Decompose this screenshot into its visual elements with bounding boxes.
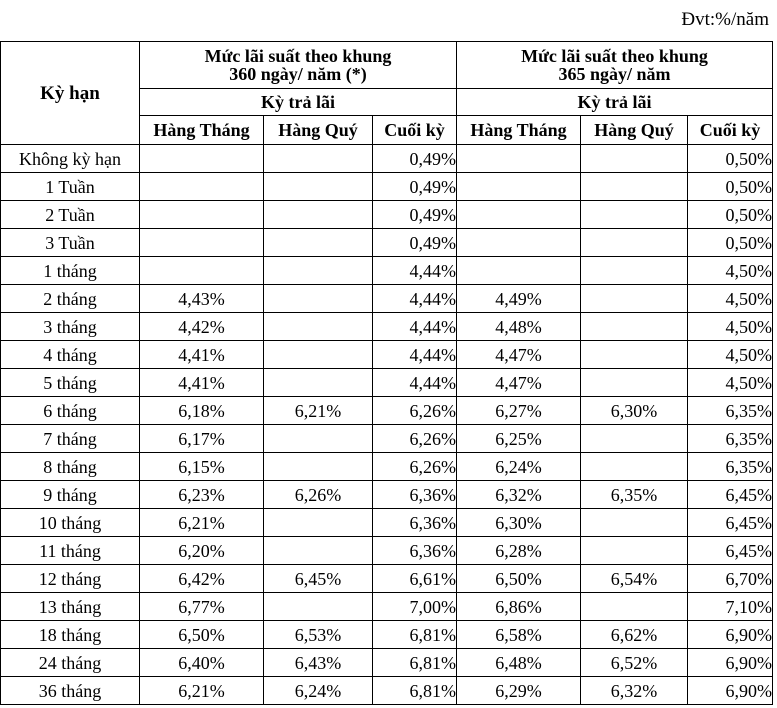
term-cell: 3 Tuần <box>1 229 140 257</box>
rate-cell-quarterly-365: 6,54% <box>581 565 688 593</box>
rate-cell-monthly-365: 6,28% <box>457 537 581 565</box>
rate-cell-quarterly-365 <box>581 173 688 201</box>
unit-label: Đvt:%/năm <box>681 9 769 30</box>
rate-cell-quarterly-365 <box>581 593 688 621</box>
term-cell: 7 tháng <box>1 425 140 453</box>
term-cell: Không kỳ hạn <box>1 145 140 173</box>
table-row <box>1 593 773 621</box>
table-row <box>1 145 773 173</box>
sub-header-360-quarterly: Hàng Quý <box>264 116 373 145</box>
rate-cell-monthly-365: 4,47% <box>457 369 581 397</box>
rate-cell-end-of-term-365: 7,10% <box>688 593 773 621</box>
rate-cell-quarterly-365 <box>581 285 688 313</box>
rate-cell-end-of-term-365: 0,50% <box>688 201 773 229</box>
table-row <box>1 369 773 397</box>
rate-cell-quarterly-365 <box>581 369 688 397</box>
rate-cell-monthly-360: 6,21% <box>140 509 264 537</box>
rate-cell-end-of-term-360: 4,44% <box>373 313 457 341</box>
rate-cell-end-of-term-360: 6,26% <box>373 453 457 481</box>
term-cell: 24 tháng <box>1 649 140 677</box>
rate-cell-quarterly-360: 6,24% <box>264 677 373 705</box>
rate-cell-quarterly-360 <box>264 425 373 453</box>
group-365-title-line1: Mức lãi suất theo khung <box>521 46 708 66</box>
rate-cell-quarterly-360: 6,21% <box>264 397 373 425</box>
rate-cell-quarterly-360 <box>264 145 373 173</box>
rate-cell-quarterly-360: 6,53% <box>264 621 373 649</box>
rate-cell-end-of-term-360: 0,49% <box>373 145 457 173</box>
rate-cell-monthly-365: 6,25% <box>457 425 581 453</box>
group-360-payment-header: Kỳ trả lãi <box>140 89 457 116</box>
rate-cell-monthly-360: 4,41% <box>140 341 264 369</box>
table-row <box>1 397 773 425</box>
rate-cell-quarterly-360: 6,26% <box>264 481 373 509</box>
rate-cell-end-of-term-360: 6,81% <box>373 677 457 705</box>
table-row <box>1 201 773 229</box>
rate-cell-quarterly-360 <box>264 537 373 565</box>
rate-cell-quarterly-360 <box>264 341 373 369</box>
rate-cell-end-of-term-365: 6,70% <box>688 565 773 593</box>
group-360-title-line1: Mức lãi suất theo khung <box>204 46 392 66</box>
rate-cell-quarterly-360 <box>264 285 373 313</box>
term-column-header: Kỳ hạn <box>1 42 140 145</box>
rate-cell-quarterly-360 <box>264 453 373 481</box>
table-row <box>1 649 773 677</box>
rate-cell-monthly-360: 6,42% <box>140 565 264 593</box>
table-row <box>1 425 773 453</box>
group-360-title-line2: 360 ngày/ năm (*) <box>229 64 367 84</box>
rate-cell-quarterly-360 <box>264 173 373 201</box>
rate-cell-quarterly-365: 6,52% <box>581 649 688 677</box>
group-360-header <box>140 42 457 89</box>
rate-cell-end-of-term-360: 6,81% <box>373 649 457 677</box>
rate-cell-monthly-365: 6,58% <box>457 621 581 649</box>
rate-cell-monthly-365: 6,29% <box>457 677 581 705</box>
table-row <box>1 537 773 565</box>
rate-cell-monthly-360: 6,15% <box>140 453 264 481</box>
rate-cell-monthly-365: 4,47% <box>457 341 581 369</box>
rate-cell-end-of-term-360: 4,44% <box>373 285 457 313</box>
rate-cell-end-of-term-365: 6,45% <box>688 537 773 565</box>
table-header <box>1 42 773 145</box>
rate-cell-quarterly-365: 6,62% <box>581 621 688 649</box>
table-row <box>1 229 773 257</box>
rate-cell-monthly-365 <box>457 257 581 285</box>
rate-cell-monthly-365 <box>457 201 581 229</box>
table-row <box>1 621 773 649</box>
rate-cell-quarterly-365 <box>581 229 688 257</box>
rate-cell-end-of-term-360: 0,49% <box>373 201 457 229</box>
term-cell: 1 tháng <box>1 257 140 285</box>
table-row <box>1 341 773 369</box>
table-row <box>1 481 773 509</box>
rate-cell-end-of-term-365: 6,45% <box>688 481 773 509</box>
rate-cell-end-of-term-360: 6,26% <box>373 397 457 425</box>
rate-cell-monthly-365: 6,24% <box>457 453 581 481</box>
table-row <box>1 509 773 537</box>
term-cell: 5 tháng <box>1 369 140 397</box>
sub-header-360-end-of-term: Cuối kỳ <box>373 116 457 145</box>
rate-cell-end-of-term-365: 6,35% <box>688 397 773 425</box>
rate-cell-quarterly-365: 6,35% <box>581 481 688 509</box>
rate-cell-monthly-360 <box>140 173 264 201</box>
rate-cell-monthly-360: 6,40% <box>140 649 264 677</box>
sub-header-365-end-of-term: Cuối kỳ <box>688 116 773 145</box>
table-row <box>1 677 773 705</box>
rate-cell-monthly-365 <box>457 145 581 173</box>
table-row <box>1 285 773 313</box>
rate-cell-monthly-360 <box>140 257 264 285</box>
rate-cell-end-of-term-365: 0,50% <box>688 229 773 257</box>
term-cell: 10 tháng <box>1 509 140 537</box>
rate-cell-quarterly-365: 6,32% <box>581 677 688 705</box>
rate-cell-monthly-365 <box>457 173 581 201</box>
interest-rate-table <box>0 41 773 705</box>
rate-cell-monthly-360: 6,20% <box>140 537 264 565</box>
rate-cell-monthly-365: 6,30% <box>457 509 581 537</box>
table-body <box>1 145 773 705</box>
rate-cell-monthly-365: 6,27% <box>457 397 581 425</box>
rate-cell-end-of-term-365: 6,90% <box>688 649 773 677</box>
term-cell: 12 tháng <box>1 565 140 593</box>
term-cell: 11 tháng <box>1 537 140 565</box>
term-cell: 13 tháng <box>1 593 140 621</box>
rate-cell-monthly-365: 4,48% <box>457 313 581 341</box>
rate-cell-end-of-term-360: 6,81% <box>373 621 457 649</box>
rate-cell-monthly-365: 6,50% <box>457 565 581 593</box>
rate-cell-end-of-term-365: 0,50% <box>688 173 773 201</box>
term-cell: 3 tháng <box>1 313 140 341</box>
table-row <box>1 565 773 593</box>
rate-cell-quarterly-365 <box>581 509 688 537</box>
rate-cell-end-of-term-360: 4,44% <box>373 369 457 397</box>
term-cell: 4 tháng <box>1 341 140 369</box>
rate-cell-quarterly-365 <box>581 341 688 369</box>
rate-cell-end-of-term-365: 6,35% <box>688 425 773 453</box>
rate-cell-end-of-term-360: 4,44% <box>373 257 457 285</box>
term-cell: 6 tháng <box>1 397 140 425</box>
rate-cell-quarterly-365 <box>581 313 688 341</box>
rate-cell-quarterly-360 <box>264 509 373 537</box>
rate-cell-monthly-365: 6,48% <box>457 649 581 677</box>
table-row <box>1 257 773 285</box>
rate-cell-quarterly-360 <box>264 201 373 229</box>
rate-cell-end-of-term-365: 4,50% <box>688 369 773 397</box>
rate-cell-end-of-term-365: 6,90% <box>688 621 773 649</box>
rate-cell-quarterly-365 <box>581 453 688 481</box>
rate-cell-monthly-360: 6,77% <box>140 593 264 621</box>
table-row <box>1 313 773 341</box>
sub-header-360-monthly: Hàng Tháng <box>140 116 264 145</box>
rate-cell-quarterly-360 <box>264 313 373 341</box>
rate-cell-quarterly-360 <box>264 593 373 621</box>
term-cell: 2 Tuần <box>1 201 140 229</box>
rate-cell-monthly-365: 4,49% <box>457 285 581 313</box>
table-row <box>1 173 773 201</box>
group-365-title-line2: 365 ngày/ năm <box>558 64 671 84</box>
rate-cell-end-of-term-360: 4,44% <box>373 341 457 369</box>
rate-cell-end-of-term-365: 6,90% <box>688 677 773 705</box>
rate-cell-monthly-365 <box>457 229 581 257</box>
table-row <box>1 453 773 481</box>
rate-cell-quarterly-365 <box>581 201 688 229</box>
term-cell: 8 tháng <box>1 453 140 481</box>
rate-cell-end-of-term-360: 0,49% <box>373 229 457 257</box>
sub-header-365-monthly: Hàng Tháng <box>457 116 581 145</box>
rate-cell-monthly-360 <box>140 229 264 257</box>
rate-cell-monthly-360: 6,21% <box>140 677 264 705</box>
rate-cell-end-of-term-365: 4,50% <box>688 341 773 369</box>
rate-cell-monthly-365: 6,86% <box>457 593 581 621</box>
rate-cell-monthly-360 <box>140 145 264 173</box>
rate-cell-quarterly-360 <box>264 257 373 285</box>
rate-cell-quarterly-360 <box>264 369 373 397</box>
rate-cell-end-of-term-365: 0,50% <box>688 145 773 173</box>
rate-cell-monthly-360: 6,23% <box>140 481 264 509</box>
rate-cell-end-of-term-360: 7,00% <box>373 593 457 621</box>
rate-cell-quarterly-365 <box>581 257 688 285</box>
sub-header-365-quarterly: Hàng Quý <box>581 116 688 145</box>
rate-cell-monthly-360: 4,41% <box>140 369 264 397</box>
rate-cell-end-of-term-365: 6,35% <box>688 453 773 481</box>
rate-cell-monthly-360: 4,43% <box>140 285 264 313</box>
rate-cell-end-of-term-360: 0,49% <box>373 173 457 201</box>
group-365-payment-header: Kỳ trả lãi <box>457 89 773 116</box>
rate-cell-end-of-term-360: 6,26% <box>373 425 457 453</box>
rate-cell-quarterly-365 <box>581 425 688 453</box>
rate-cell-quarterly-360: 6,45% <box>264 565 373 593</box>
rate-cell-quarterly-360 <box>264 229 373 257</box>
rate-cell-monthly-360: 6,17% <box>140 425 264 453</box>
rate-cell-monthly-360 <box>140 201 264 229</box>
rate-cell-end-of-term-360: 6,61% <box>373 565 457 593</box>
rate-cell-monthly-365: 6,32% <box>457 481 581 509</box>
rate-cell-quarterly-365 <box>581 537 688 565</box>
rate-cell-end-of-term-365: 4,50% <box>688 257 773 285</box>
term-cell: 2 tháng <box>1 285 140 313</box>
term-cell: 18 tháng <box>1 621 140 649</box>
rate-cell-end-of-term-365: 6,45% <box>688 509 773 537</box>
term-cell: 1 Tuần <box>1 173 140 201</box>
rate-cell-end-of-term-365: 4,50% <box>688 285 773 313</box>
rate-cell-quarterly-365: 6,30% <box>581 397 688 425</box>
term-cell: 9 tháng <box>1 481 140 509</box>
rate-cell-monthly-360: 6,18% <box>140 397 264 425</box>
term-cell: 36 tháng <box>1 677 140 705</box>
rate-cell-end-of-term-365: 4,50% <box>688 313 773 341</box>
rate-cell-monthly-360: 6,50% <box>140 621 264 649</box>
rate-cell-monthly-360: 4,42% <box>140 313 264 341</box>
rate-cell-end-of-term-360: 6,36% <box>373 509 457 537</box>
group-365-header <box>457 42 773 89</box>
rate-cell-quarterly-365 <box>581 145 688 173</box>
rate-cell-quarterly-360: 6,43% <box>264 649 373 677</box>
rate-cell-end-of-term-360: 6,36% <box>373 537 457 565</box>
rate-cell-end-of-term-360: 6,36% <box>373 481 457 509</box>
